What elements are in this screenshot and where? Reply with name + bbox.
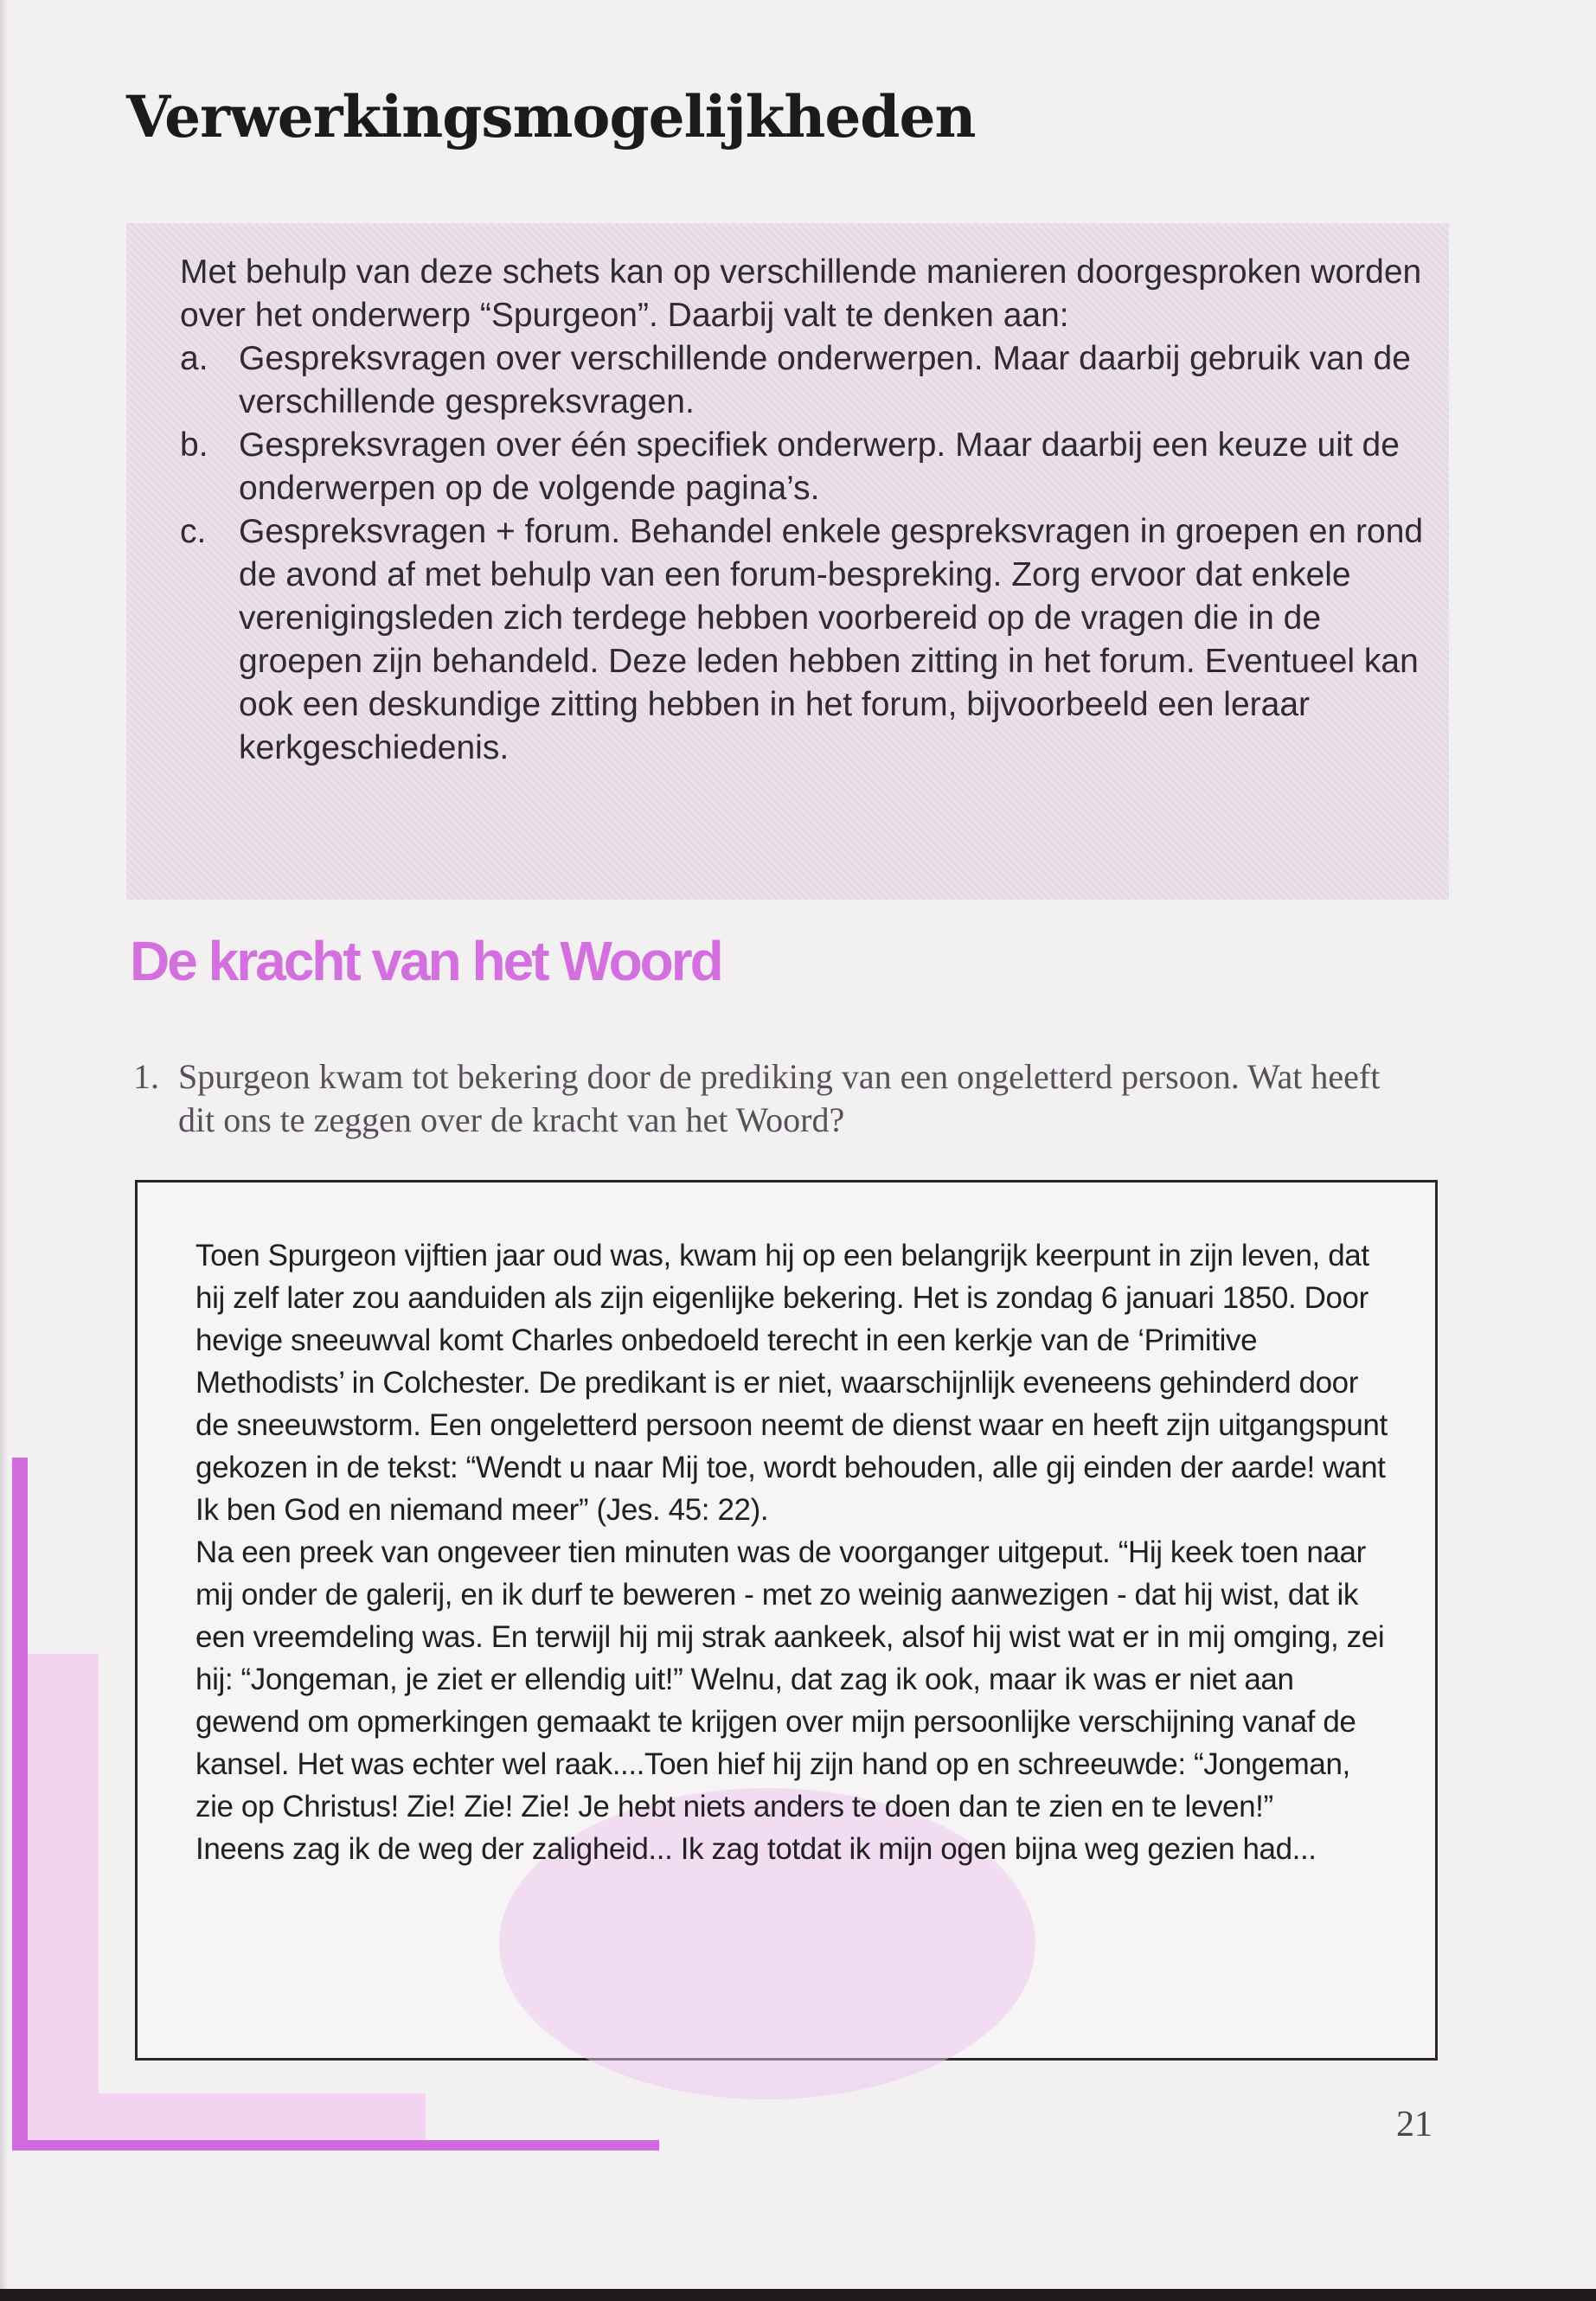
intro-option-a: [180, 337, 1426, 424]
page-title: Verwerkingsmogelijkheden: [126, 83, 976, 151]
page-bottom-edge: [0, 2289, 1596, 2301]
option-text: Gespreksvragen + forum. Behandel enkele gespreksvragen in groepen en rond de avond af met behulp van een forum-bespreking. Zorg ervoor dat enkele verenigingsleden zich terdege hebben voorbereid op de vragen die in de groepen zijn behandeld. Deze leden hebben zitting in het forum. Eventueel kan ook een deskundige zitting hebben in het forum, bijvoorbeeld een leraar kerkgeschiedenis.: [239, 513, 1424, 766]
question-1: [133, 1055, 1396, 1142]
intro-lead: Met behulp van deze schets kan op verschillende manieren doorgesproken worden over het onderwerp “Spurgeon”. Daarbij valt te denken aan:: [180, 253, 1422, 334]
intro-text: [180, 251, 1426, 770]
intro-option-c: [180, 510, 1426, 770]
quote-paragraph: Ineens zag ik de weg der zaligheid... Ik zag totdat ik mijn ogen bijna weg gezien had...: [195, 1832, 1317, 1866]
page-number: 21: [1396, 2105, 1433, 2144]
question-number: 1.: [133, 1057, 159, 1096]
option-marker: a.: [180, 340, 208, 377]
question-text: Spurgeon kwam tot bekering door de prediking van een ongeletterd persoon. Wat heeft dit ons te zeggen over de kracht van het Woord?: [178, 1057, 1381, 1139]
decorative-vertical-bar: [12, 1458, 28, 2150]
quote-paragraph: Na een preek van ongeveer tien minuten was de voorganger uitgeput. “Hij keek toen naar mij onder de galerij, en ik durf te beweren - met zo weinig aanwezigen - dat hij wist, dat ik een vreemdeling was. En terwijl hij mij strak aankeek, alsof hij wist wat er in mij omging, zei hij: “Jongeman, je ziet er ellendig uit!” Welnu, dat zag ik ook, maar ik was er niet aan gewend om opmerkingen gemaakt te krijgen over mijn persoonlijke verschijning vanaf de kansel. Het was echter wel raak....Toen hief hij zijn hand op en schreeuwde: “Jongeman, zie op Christus! Zie! Zie! Zie! Je hebt niets anders te doen dan te zien en te leven!”: [195, 1535, 1385, 1823]
option-text: Gespreksvragen over verschillende onderwerpen. Maar daarbij gebruik van de verschillende gespreksvragen.: [239, 340, 1411, 420]
intro-panel: [126, 223, 1449, 900]
section-title: De kracht van het Woord: [130, 930, 721, 992]
intro-option-b: [180, 424, 1426, 510]
decorative-tint-block: [28, 1654, 99, 2147]
decorative-horizontal-bar: [12, 2140, 659, 2150]
option-marker: c.: [180, 513, 207, 550]
option-marker: b.: [180, 426, 208, 464]
quote-text: [195, 1234, 1389, 1870]
decorative-tint-block-bottom: [28, 2093, 426, 2147]
option-text: Gespreksvragen over één specifiek onderwerp. Maar daarbij een keuze uit de onderwerpen op de volgende pagina’s.: [239, 426, 1400, 507]
intro-options-list: [180, 337, 1426, 770]
quote-paragraph: Toen Spurgeon vijftien jaar oud was, kwam hij op een belangrijk keerpunt in zijn leven, dat hij zelf later zou aanduiden als zijn eigenlijke bekering. Het is zondag 6 januari 1850. Door hevige sneeuwval komt Charles onbedoeld terecht in een kerkje van de ‘Primitive Methodists’ in Colchester. De predikant is er niet, waarschijnlijk eveneens gehinderd door de sneeuwstorm. Een ongeletterd persoon neemt de dienst waar en heeft zijn uitgangspunt gekozen in de tekst: “Wendt u naar Mij toe, wordt behouden, alle gij einden der aarde! want Ik ben God en niemand meer” (Jes. 45: 22).: [195, 1239, 1388, 1527]
quote-box: [135, 1180, 1438, 2061]
page-edge: [0, 0, 9, 2301]
